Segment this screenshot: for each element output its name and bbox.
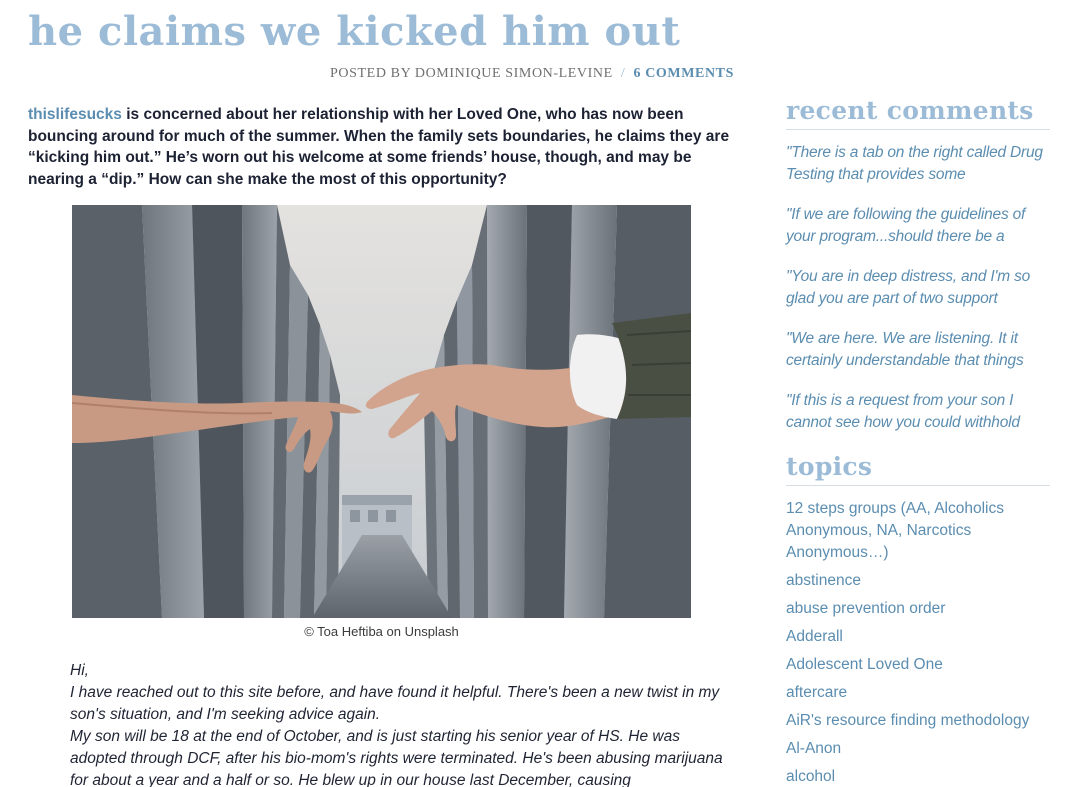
letter-paragraph: I have reached out to this site before, and have found it helpful. There's been a new twist in my son's situation, and I'm seeking advice again.	[70, 684, 720, 723]
recent-comments-heading: recent comments	[786, 96, 1050, 130]
topics-heading: topics	[786, 452, 1050, 486]
post-byline	[0, 66, 734, 82]
topic-link[interactable]: Al-Anon	[786, 740, 842, 757]
topic-link[interactable]: Adolescent Loved One	[786, 656, 943, 673]
recent-comment-link[interactable]: "We are here. We are listening. It it certainly understandable that things	[786, 330, 1024, 369]
topic-link[interactable]: AiR's resource finding methodology	[786, 712, 1030, 729]
intro-text: is concerned about her relationship with her Loved One, who has now been bouncing around for much of the summer. When the family sets boundaries, he claims they are “kicking him out.” He’s worn out his welcome at some friends’ house, though, and may be nearing a “dip.” How can she make the most of this opportunity?	[28, 106, 730, 188]
topic-link[interactable]: abstinence	[786, 572, 861, 589]
post-intro	[28, 104, 740, 190]
sidebar	[786, 96, 1050, 787]
recent-comment-link[interactable]: "If we are following the guidelines of your program...should there be a	[786, 206, 1026, 245]
recent-comment-link[interactable]: "If this is a request from your son I cannot see how you could withhold	[786, 392, 1020, 431]
topic-link[interactable]: alcohol	[786, 768, 836, 785]
recent-comment-link[interactable]: "There is a tab on the right called Drug Testing that provides some	[786, 144, 1043, 183]
post-photo-hands	[72, 205, 691, 618]
byline-author: DOMINIQUE SIMON-LEVINE	[414, 66, 613, 81]
topic-link[interactable]: Adderall	[786, 628, 843, 645]
topic-link[interactable]: 12 steps groups (AA, Alcoholics Anonymous, NA, Narcotics Anonymous…)	[786, 500, 1004, 561]
topics-list	[786, 498, 1050, 787]
hands-reaching-photo	[72, 205, 691, 618]
byline-prefix: POSTED BY	[330, 66, 411, 81]
topic-link[interactable]: abuse prevention order	[786, 600, 946, 617]
user-link[interactable]: thislifesucks	[28, 106, 122, 123]
reader-letter	[70, 660, 730, 787]
recent-comment-link[interactable]: "You are in deep distress, and I'm so glad you are part of two support	[786, 268, 1031, 307]
photo-caption: © Toa Heftiba on Unsplash	[304, 624, 459, 639]
recent-comments-list	[786, 142, 1050, 434]
topic-link[interactable]: aftercare	[786, 684, 848, 701]
letter-paragraph: Hi,	[70, 662, 89, 679]
post-title: he claims we kicked him out	[28, 8, 681, 55]
comments-count-link[interactable]: 6 COMMENTS	[633, 66, 734, 81]
letter-paragraph: My son will be 18 at the end of October, and is just starting his senior year of HS. He was adopted through DCF, after his bio-mom's rights were terminated. He's been abusing marijuana for about a year and a half or so. He blew up in our house last December, causing	[70, 728, 723, 787]
byline-separator: /	[620, 66, 626, 81]
